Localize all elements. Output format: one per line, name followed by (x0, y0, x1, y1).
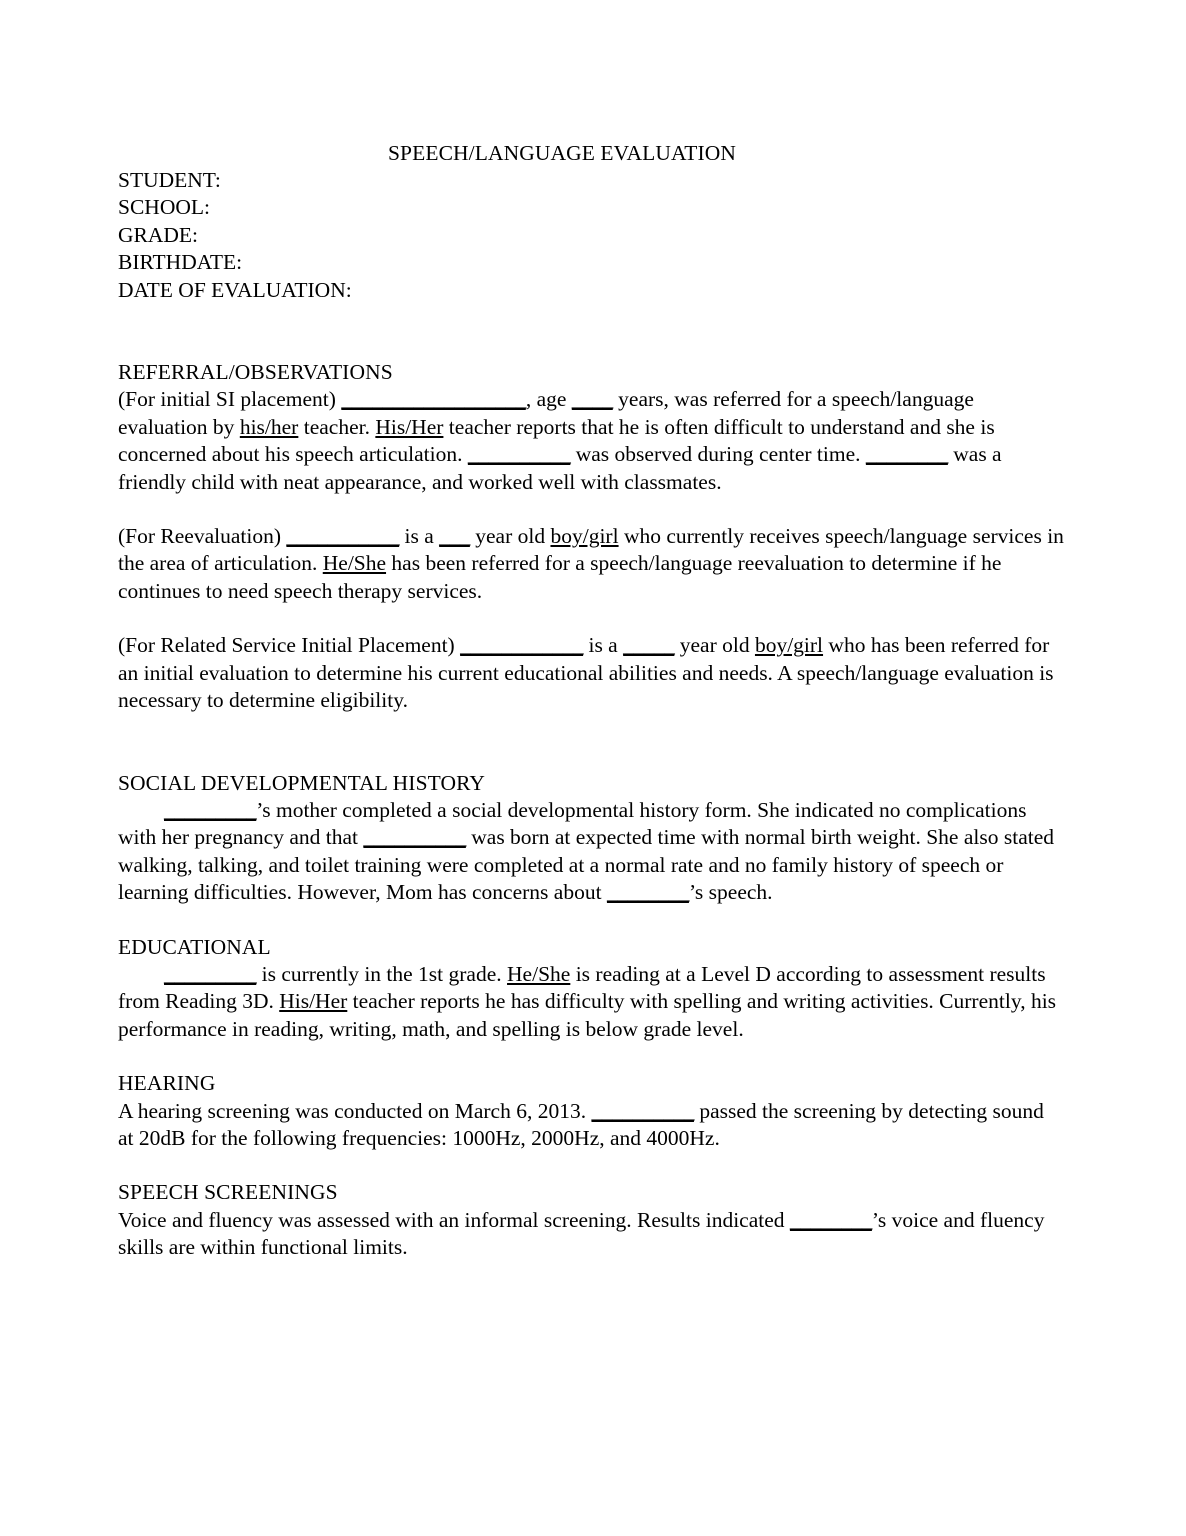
text-run: is reading at a Level D according to assessment results from Reading 3D. (118, 961, 1046, 1014)
text-run: teacher reports that he is often difficult to understand and she is concerned about his speech articulation. (118, 414, 995, 467)
text-run: was a friendly child with neat appearance, and worked well with classmates. (118, 442, 1002, 494)
paragraph-related-service-initial-placement (118, 632, 1064, 714)
underlined-choice: He/She (322, 551, 387, 576)
field-label-grade: GRADE: (118, 222, 199, 247)
underlined-choice: His/Her (279, 989, 348, 1014)
text-run: passed the screening by detecting sound at 20dB for the following frequencies: 1000Hz, 2000Hz, and 4000Hz. (118, 1098, 1044, 1150)
underlined-choice: boy/girl (754, 633, 824, 658)
fill-in-blank[interactable]: ________ (865, 442, 948, 467)
field-label-school: SCHOOL: (118, 195, 210, 220)
fill-in-blank[interactable]: _________ (164, 961, 257, 986)
text-run: ’s voice and fluency skills are within functional limits. (118, 1207, 1045, 1260)
fill-in-blank[interactable]: ____________ (460, 633, 584, 658)
text-run: ’s mother completed a social developmental history form. She indicated no complications with her pregnancy and that (118, 797, 1027, 850)
field-label-birthdate: BIRTHDATE: (118, 250, 243, 275)
text-run: A hearing screening was conducted on March 6, 2013. (118, 1098, 592, 1123)
section-heading-social-developmental-history: SOCIAL DEVELOPMENTAL HISTORY (118, 770, 485, 795)
text-run: was born at expected time with normal birth weight. She also stated walking, talking, and toilet training were completed at a normal rate and no family history of speech or learning difficulties. However, Mom has concerns about (118, 825, 1054, 905)
section-heading-hearing: HEARING (118, 1071, 216, 1096)
fill-in-blank[interactable]: ____ (571, 387, 613, 412)
underlined-choice: boy/girl (550, 524, 619, 549)
text-run: ’s speech. (688, 880, 773, 905)
field-label-student: STUDENT: (118, 168, 221, 192)
field-label-date-of-evaluation: DATE OF EVALUATION: (118, 277, 352, 302)
text-run: year old (469, 524, 551, 549)
underlined-choice: His/Her (375, 414, 444, 439)
fill-in-blank[interactable]: ___ (439, 524, 470, 549)
fill-in-blank[interactable]: ___________ (286, 524, 400, 549)
paragraph-hearing-body (118, 1098, 1064, 1153)
text-run: (For initial SI placement) (118, 387, 342, 412)
fill-in-blank[interactable]: _____ (623, 633, 675, 658)
fill-in-blank[interactable]: __________________ (341, 387, 526, 412)
page-title: SPEECH/LANGUAGE EVALUATION (388, 141, 736, 165)
fill-in-blank[interactable]: __________ (467, 442, 571, 467)
fill-in-blank[interactable]: ________ (789, 1207, 872, 1232)
text-run: who has been referred for an initial evaluation to determine his current educational abilities and needs. A speech/language evaluation is necessary to determine eligibility. (118, 633, 1054, 713)
text-run: year old (674, 633, 755, 658)
text-run: was observed during center time. (570, 442, 866, 467)
text-run: (For Related Service Initial Placement) (118, 633, 461, 658)
spacer (118, 304, 1064, 359)
text-run: years, was referred for a speech/language evaluation by (118, 387, 974, 439)
text-run: who currently receives speech/language services in the area of articulation. (118, 524, 1064, 576)
text-run: is a (399, 524, 440, 549)
underlined-choice: He/She (507, 961, 571, 986)
text-run: teacher reports he has difficulty with spelling and writing activities. Currently, his performance in reading, writing, math, and spelling is below grade level. (118, 989, 1057, 1041)
fill-in-blank[interactable]: _________ (164, 797, 257, 822)
spacer (118, 907, 1064, 934)
paragraph-social-history-body (118, 797, 1064, 907)
spacer (118, 1043, 1064, 1070)
student-info-fields (118, 167, 1064, 304)
text-run: has been referred for a speech/language reevaluation to determine if he continues to need speech therapy services. (118, 551, 1002, 603)
text-run: , age (525, 387, 572, 412)
fill-in-blank[interactable]: ________ (606, 880, 689, 905)
spacer (118, 715, 1064, 770)
fill-in-blank[interactable]: __________ (591, 1098, 694, 1123)
underlined-choice: his/her (239, 414, 299, 439)
paragraph-speech-screenings-body (118, 1207, 1064, 1262)
text-run: teacher. (298, 414, 376, 439)
section-heading-speech-screenings: SPEECH SCREENINGS (118, 1180, 338, 1205)
paragraph-educational-body (118, 961, 1064, 1043)
paragraph-reevaluation (118, 523, 1064, 605)
spacer (118, 496, 1064, 523)
text-run: is a (583, 633, 624, 658)
document-sections (118, 359, 1064, 1262)
text-run: (For Reevaluation) (118, 524, 287, 549)
text-run: is currently in the 1st grade. (256, 961, 508, 986)
text-run: Voice and fluency was assessed with an informal screening. Results indicated (118, 1207, 790, 1232)
fill-in-blank[interactable]: __________ (363, 825, 466, 850)
paragraph-initial-si-placement (118, 386, 1064, 496)
section-heading-referral-observations: REFERRAL/OBSERVATIONS (118, 360, 393, 385)
spacer (118, 1152, 1064, 1179)
section-heading-educational: EDUCATIONAL (118, 934, 271, 959)
spacer (118, 605, 1064, 632)
